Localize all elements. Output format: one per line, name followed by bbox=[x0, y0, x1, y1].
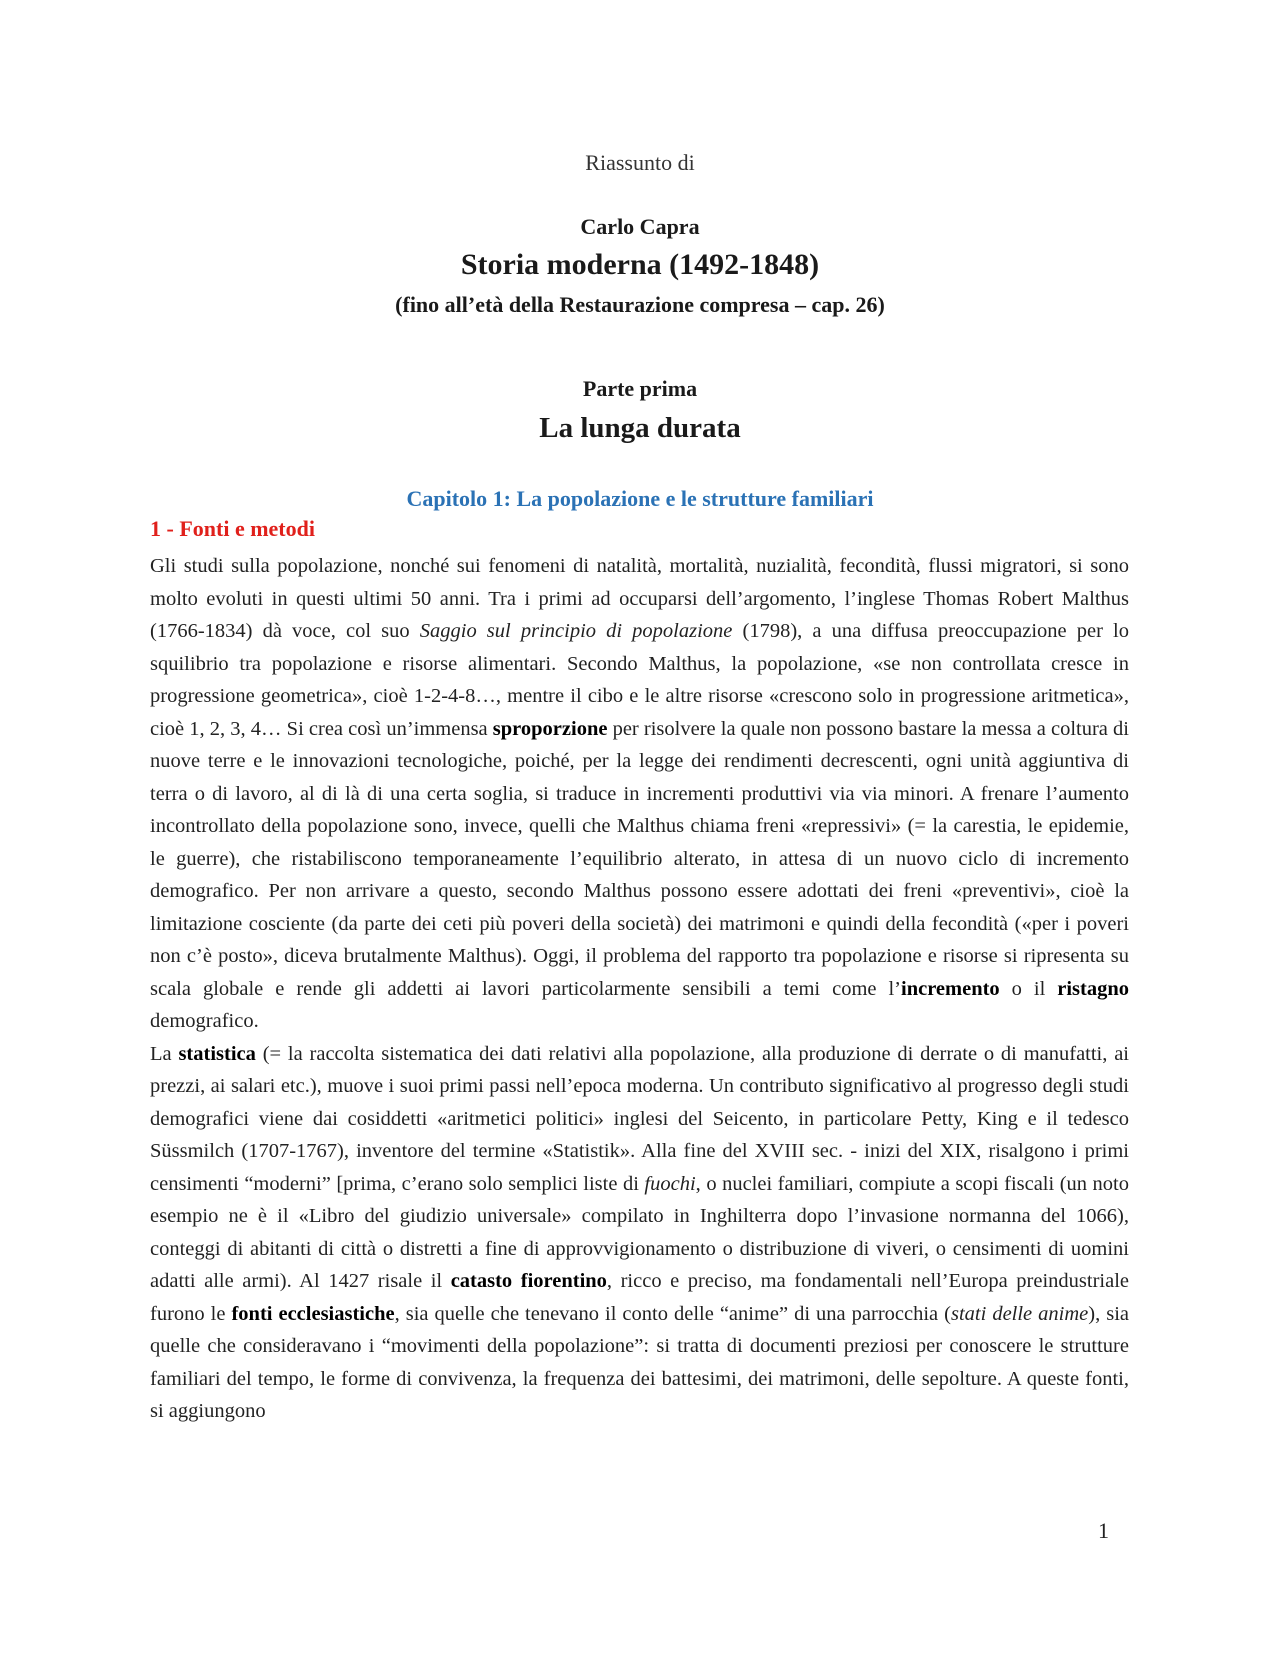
book-subtitle: (fino all’età della Restaurazione compresa – cap. 26) bbox=[395, 292, 885, 317]
italic-term: stati delle anime bbox=[951, 1302, 1089, 1325]
text-run: La bbox=[150, 1042, 179, 1065]
paragraph bbox=[150, 1038, 1129, 1428]
italic-title: Saggio sul principio di popolazione bbox=[419, 620, 733, 642]
text-run: , ricco e preciso, ma fondamentali nell’Europa preindustriale furono le bbox=[150, 1270, 1130, 1325]
text-run: , o nuclei familiari, compiute a scopi fiscali (un noto esempio ne è il «Libro del giudizio universale» compilato in Inghilterra dopo l’invasione normanna del 1066), conteggi di abitanti di città o distretti a fine di approvvigionamento o distribuzione di viveri, o censimenti di uomini adatti alle armi). Al 1427 risale il bbox=[150, 1172, 1130, 1292]
bold-term: fonti ecclesiastiche bbox=[231, 1302, 395, 1325]
text-run: per risolvere la quale non possono bastare la messa a coltura di nuove terre e le innovazioni tecnologiche, poiché, per la legge dei rendimenti decrescenti, ogni unità aggiuntiva di terra o di lavoro, al di là di una certa soglia, si traduce in incrementi produttivi via via minori. A frenare l’aumento incontrollato della popolazione sono, invece, quelli che Malthus chiama freni «repressivi» (= la carestia, le epidemie, le guerre), che ristabiliscono temporaneamente l’equilibrio alterato, in attesa di un nuovo ciclo di incremento demografico. Per non arrivare a questo, secondo Malthus possono essere adottati dei freni «preventivi», cioè la limitazione cosciente (da parte dei ceti più poveri della società) dei matrimoni e quindi della fecondità («per i poveri non c’è posto», diceva brutalmente Malthus). Oggi, il problema del rapporto tra popolazione e risorse si ripresenta su scala globale e rende gli addetti ai lavori particolarmente sensibili a temi come l’ bbox=[150, 717, 1129, 1000]
part-title: La lunga durata bbox=[539, 412, 741, 444]
bold-term: ristagno bbox=[1057, 977, 1129, 1000]
text-run: Gli studi sulla popolazione, nonché sui fenomeni di natalità, mortalità, nuzialità, fecondità, flussi migratori, si sono molto evoluti in questi ultimi 50 anni. Tra i primi ad occuparsi dell’argomento, l’inglese Thomas Robert Malthus (1766-1834) dà voce, col suo bbox=[150, 555, 1129, 642]
bold-term: statistica bbox=[178, 1042, 256, 1065]
bold-term: incremento bbox=[901, 977, 1000, 1000]
paragraph bbox=[150, 550, 1129, 1038]
text-run: , sia quelle che tenevano il conto delle “anime” di una parrocchia ( bbox=[394, 1302, 951, 1325]
page-number: 1 bbox=[1098, 1518, 1109, 1543]
bold-term: sproporzione bbox=[492, 717, 608, 740]
bold-term: catasto fiorentino bbox=[450, 1270, 607, 1292]
book-title: Storia moderna (1492-1848) bbox=[460, 248, 820, 281]
chapter-heading: Capitolo 1: La popolazione e le strutture familiari bbox=[406, 486, 874, 511]
author-name: Carlo Capra bbox=[580, 214, 700, 239]
text-run: demografico. bbox=[150, 1010, 259, 1032]
text-run: ), sia quelle che consideravano i “movimenti della popolazione”: si tratta di documenti preziosi per conoscere le strutture familiari del tempo, le forme di convivenza, la frequenza dei battesimi, dei matrimoni, delle sepolture. A queste fonti, si aggiungono bbox=[150, 1302, 1129, 1422]
part-label: Parte prima bbox=[582, 376, 698, 401]
section-heading: 1 - Fonti e metodi bbox=[150, 516, 315, 541]
text-run: o il bbox=[999, 977, 1058, 1000]
body-text bbox=[150, 550, 1129, 1428]
italic-term: fuochi bbox=[644, 1172, 696, 1195]
summary-label: Riassunto di bbox=[585, 150, 695, 175]
text-run: (= la raccolta sistematica dei dati relativi alla popolazione, alla produzione di derrate o di manufatti, ai prezzi, ai salari etc.), muove i suoi primi passi nell’epoca moderna. Un contributo significativo al progresso degli studi demografici viene dai cosiddetti «aritmetici politici» inglesi del Seicento, in particolare Petty, King e il tedesco Süssmilch (1707-1767), inventore del termine «Statistik». Alla fine del XVIII sec. - inizi del XIX, risalgono i primi censimenti “moderni” [prima, c’erano solo semplici liste di bbox=[150, 1042, 1129, 1195]
text-run: (1798), a una diffusa preoccupazione per lo squilibrio tra popolazione e risorse alimentari. Secondo Malthus, la popolazione, «se non controllata cresce in progressione geometrica», cioè 1-2-4-8…, mentre il cibo e le altre risorse «crescono solo in progressione aritmetica», cioè 1, 2, 3, 4… Si crea così un’immensa bbox=[150, 620, 1129, 740]
